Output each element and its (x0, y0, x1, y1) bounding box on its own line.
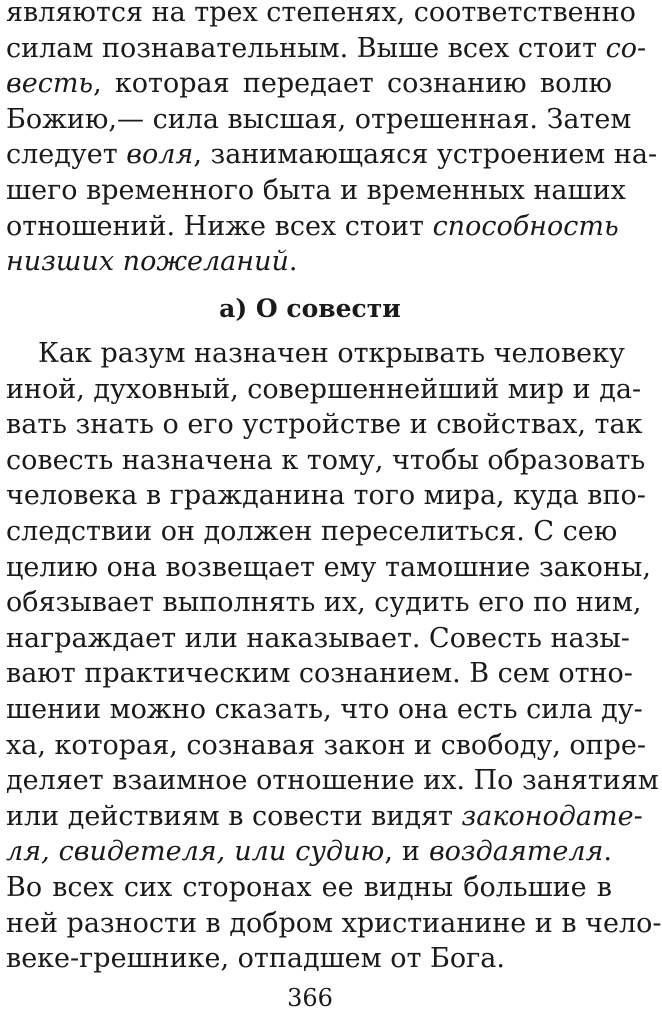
text-run: Как разум назначен открывать человеку (38, 338, 625, 369)
text-line (6, 477, 646, 514)
text-line (6, 513, 618, 550)
text-run: шении можно сказать, что она есть сила ду- (6, 694, 643, 725)
text-run: ха, которая, сознавая закон и свободу, опре- (6, 729, 647, 761)
text-line (6, 940, 612, 977)
text-line (6, 620, 630, 657)
text-line (6, 243, 612, 280)
text-line (6, 762, 659, 799)
text-run: являются на трех степенях, соответственно (6, 0, 636, 28)
text-line (38, 335, 625, 372)
text-line (6, 798, 643, 835)
text-line (6, 833, 612, 870)
text-run: деляет взаимное отношение их. По занятиям (6, 765, 659, 797)
text-line (6, 655, 633, 692)
text-run: целию она возвещает ему тамошние законы, (6, 551, 651, 583)
italic-text-run: воздаятеля (428, 836, 604, 868)
text-run: человека в гражданина того мира, куда впо- (6, 480, 646, 512)
text-run: обязывает выполнять их, судить его по ним, (6, 587, 642, 619)
text-run: , и (384, 836, 429, 868)
italic-text-run: воля (126, 139, 194, 171)
text-run: вать знать о его устройстве и свойствах, так (6, 409, 643, 441)
text-run: , которая передает сознанию волю (93, 68, 612, 100)
text-line (6, 101, 632, 138)
text-run: иной, духовный, совершеннейший мир и да- (6, 373, 642, 405)
text-line (6, 549, 651, 586)
text-run: . (603, 836, 612, 868)
text-run: силам познавательным. Выше всех стоит (6, 32, 606, 64)
text-line (6, 691, 643, 728)
text-run: ней разности в добром христианине и в чело- (6, 907, 662, 939)
text-run: следует (6, 139, 127, 171)
text-line (6, 208, 619, 245)
text-run: , занимающаяся устроением на- (193, 139, 658, 171)
page-number: 366 (287, 984, 333, 1012)
text-line (6, 727, 647, 764)
text-line (6, 905, 662, 942)
italic-text-run: весть (6, 68, 94, 100)
text-run: отношений. Ниже всех стоит (6, 210, 433, 242)
text-line (6, 65, 612, 102)
text-run: шего временного быта и временных наших (6, 175, 626, 206)
section-heading: а) О совести (219, 294, 401, 323)
text-run: награждает или наказывает. Совесть назы- (6, 622, 630, 654)
text-run: . (288, 246, 298, 278)
text-run: или действиям в совести видят (6, 800, 462, 832)
text-line (6, 136, 658, 173)
text-run: совесть назначена к тому, чтобы образовать (6, 444, 646, 476)
text-line (6, 30, 647, 67)
text-line (6, 584, 642, 621)
italic-text-run: низших пожеланий (6, 246, 289, 278)
text-line (6, 442, 646, 479)
text-run: Божию,— сила высшая, отрешенная. Затем (6, 103, 632, 135)
italic-text-run: ля, свидетеля, или судию (6, 836, 385, 868)
text-run: веке-грешнике, отпадшем от Бога. (6, 943, 505, 975)
text-line (6, 869, 612, 906)
text-line (6, 371, 642, 408)
text-run: следствии он должен переселиться. С сею (6, 516, 618, 547)
italic-text-run: способность (432, 210, 619, 242)
text-run: Во всех сих сторонах ее видны большие в (6, 872, 612, 903)
text-line (6, 406, 643, 443)
italic-text-run: со- (605, 32, 647, 64)
italic-text-run: законодате- (461, 800, 643, 832)
text-line (6, 172, 626, 209)
text-line (6, 0, 636, 31)
text-run: вают практическим сознанием. В сем отно- (6, 658, 633, 690)
